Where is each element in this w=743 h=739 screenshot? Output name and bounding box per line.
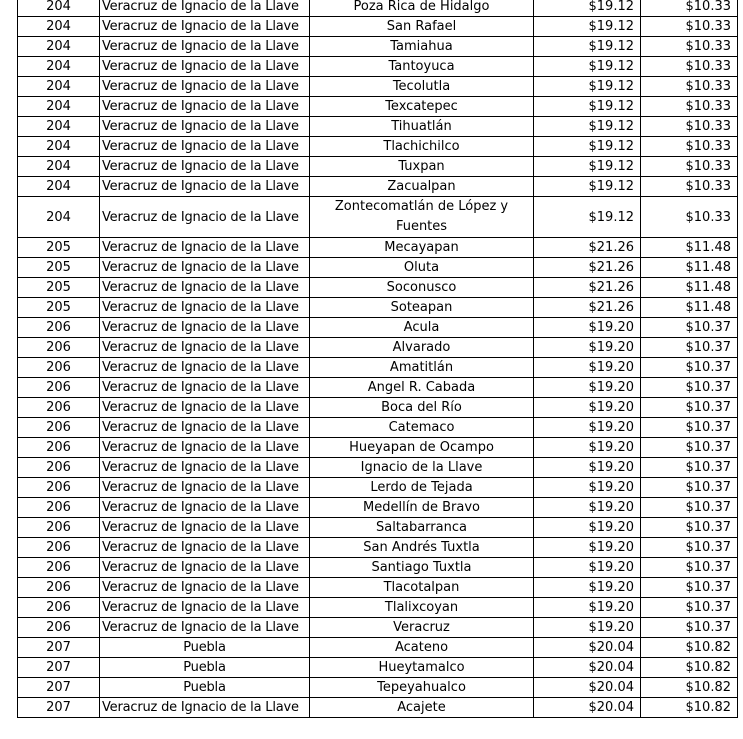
rate-a-cell: $19.20 — [534, 418, 641, 438]
rate-a-cell: $19.20 — [534, 518, 641, 538]
table-row — [18, 698, 738, 718]
rate-b-cell: $10.33 — [641, 117, 738, 137]
table-row — [18, 538, 738, 558]
table-row — [18, 618, 738, 638]
rate-b-cell: $10.33 — [641, 97, 738, 117]
rate-a-cell: $19.12 — [534, 0, 641, 17]
rate-b-cell: $10.37 — [641, 318, 738, 338]
table-row — [18, 418, 738, 438]
rate-b-cell: $11.48 — [641, 278, 738, 298]
table-row — [18, 97, 738, 117]
rate-a-cell: $19.12 — [534, 77, 641, 97]
state-cell: Veracruz de Ignacio de la Llave — [100, 97, 310, 117]
rate-b-cell: $10.37 — [641, 578, 738, 598]
state-cell: Puebla — [100, 638, 310, 658]
municipality-cell: Soteapan — [310, 298, 534, 318]
table-row — [18, 258, 738, 278]
zone-cell: 204 — [18, 57, 100, 77]
municipality-cell: San Rafael — [310, 17, 534, 37]
state-cell: Veracruz de Ignacio de la Llave — [100, 518, 310, 538]
zone-cell: 207 — [18, 678, 100, 698]
zone-cell: 206 — [18, 458, 100, 478]
rate-b-cell: $10.37 — [641, 458, 738, 478]
municipality-cell: Santiago Tuxtla — [310, 558, 534, 578]
rate-a-cell: $20.04 — [534, 658, 641, 678]
state-cell: Veracruz de Ignacio de la Llave — [100, 538, 310, 558]
zone-cell: 206 — [18, 538, 100, 558]
rate-b-cell: $10.37 — [641, 598, 738, 618]
rate-a-cell: $19.20 — [534, 558, 641, 578]
rate-a-cell: $19.12 — [534, 177, 641, 197]
rate-b-cell: $11.48 — [641, 238, 738, 258]
table-row — [18, 278, 738, 298]
rate-b-cell: $10.33 — [641, 137, 738, 157]
state-cell: Veracruz de Ignacio de la Llave — [100, 438, 310, 458]
table-row — [18, 57, 738, 77]
rate-a-cell: $19.20 — [534, 538, 641, 558]
table-row — [18, 17, 738, 37]
rate-a-cell: $19.20 — [534, 318, 641, 338]
table-row — [18, 498, 738, 518]
state-cell: Veracruz de Ignacio de la Llave — [100, 137, 310, 157]
zone-cell: 207 — [18, 638, 100, 658]
state-cell: Veracruz de Ignacio de la Llave — [100, 278, 310, 298]
municipality-cell: Tuxpan — [310, 157, 534, 177]
table-row — [18, 598, 738, 618]
zone-cell: 205 — [18, 278, 100, 298]
rate-b-cell: $10.33 — [641, 17, 738, 37]
zone-cell: 204 — [18, 77, 100, 97]
rate-a-cell: $19.20 — [534, 598, 641, 618]
municipality-cell: Tantoyuca — [310, 57, 534, 77]
municipality-cell: Mecayapan — [310, 238, 534, 258]
rate-a-cell: $19.20 — [534, 618, 641, 638]
zone-cell: 204 — [18, 117, 100, 137]
table-body — [18, 0, 738, 718]
zone-cell: 206 — [18, 578, 100, 598]
zone-cell: 206 — [18, 498, 100, 518]
rate-a-cell: $19.12 — [534, 197, 641, 238]
municipality-cell: Boca del Río — [310, 398, 534, 418]
rate-a-cell: $19.12 — [534, 117, 641, 137]
state-cell: Puebla — [100, 658, 310, 678]
municipality-cell: Zacualpan — [310, 177, 534, 197]
state-cell: Veracruz de Ignacio de la Llave — [100, 157, 310, 177]
zone-cell: 206 — [18, 598, 100, 618]
zone-cell: 204 — [18, 197, 100, 238]
municipality-cell: Zontecomatlán de López y Fuentes — [310, 197, 534, 238]
rate-b-cell: $10.33 — [641, 37, 738, 57]
table-row — [18, 578, 738, 598]
municipality-cell: Tepeyahualco — [310, 678, 534, 698]
table-row — [18, 157, 738, 177]
table-row — [18, 338, 738, 358]
table-row — [18, 77, 738, 97]
table-row — [18, 398, 738, 418]
state-cell: Veracruz de Ignacio de la Llave — [100, 338, 310, 358]
municipality-cell: Catemaco — [310, 418, 534, 438]
zone-cell: 206 — [18, 418, 100, 438]
municipality-cell: San Andrés Tuxtla — [310, 538, 534, 558]
rate-b-cell: $10.37 — [641, 518, 738, 538]
zone-cell: 206 — [18, 358, 100, 378]
rate-a-cell: $21.26 — [534, 298, 641, 318]
state-cell: Veracruz de Ignacio de la Llave — [100, 37, 310, 57]
table-row — [18, 318, 738, 338]
rate-b-cell: $10.37 — [641, 478, 738, 498]
municipality-cell: Alvarado — [310, 338, 534, 358]
table-row — [18, 518, 738, 538]
state-cell: Veracruz de Ignacio de la Llave — [100, 478, 310, 498]
state-cell: Veracruz de Ignacio de la Llave — [100, 558, 310, 578]
municipality-cell: Tamiahua — [310, 37, 534, 57]
rate-a-cell: $19.20 — [534, 438, 641, 458]
zone-cell: 205 — [18, 298, 100, 318]
table-row — [18, 238, 738, 258]
municipality-cell: Amatitlán — [310, 358, 534, 378]
table-row — [18, 458, 738, 478]
state-cell: Veracruz de Ignacio de la Llave — [100, 578, 310, 598]
municipality-cell: Poza Rica de Hidalgo — [310, 0, 534, 17]
municipality-cell: Tlacotalpan — [310, 578, 534, 598]
municipality-cell: Lerdo de Tejada — [310, 478, 534, 498]
state-cell: Veracruz de Ignacio de la Llave — [100, 17, 310, 37]
rate-a-cell: $19.20 — [534, 338, 641, 358]
table-row — [18, 358, 738, 378]
rate-a-cell: $20.04 — [534, 678, 641, 698]
rate-b-cell: $10.33 — [641, 0, 738, 17]
rate-b-cell: $10.37 — [641, 358, 738, 378]
zone-cell: 205 — [18, 238, 100, 258]
municipality-cell: Medellín de Bravo — [310, 498, 534, 518]
state-cell: Veracruz de Ignacio de la Llave — [100, 498, 310, 518]
rate-a-cell: $21.26 — [534, 258, 641, 278]
municipality-cell: Veracruz — [310, 618, 534, 638]
municipality-cell: Texcatepec — [310, 97, 534, 117]
municipality-cell: Acula — [310, 318, 534, 338]
municipality-cell: Ignacio de la Llave — [310, 458, 534, 478]
table-row — [18, 478, 738, 498]
rate-b-cell: $10.37 — [641, 538, 738, 558]
rate-a-cell: $20.04 — [534, 638, 641, 658]
municipality-cell: Saltabarranca — [310, 518, 534, 538]
table-row — [18, 177, 738, 197]
rate-a-cell: $19.12 — [534, 57, 641, 77]
rate-b-cell: $10.82 — [641, 658, 738, 678]
zone-cell: 206 — [18, 558, 100, 578]
zone-cell: 204 — [18, 177, 100, 197]
rate-b-cell: $10.33 — [641, 197, 738, 238]
zone-cell: 207 — [18, 658, 100, 678]
rate-b-cell: $11.48 — [641, 258, 738, 278]
rate-a-cell: $19.20 — [534, 498, 641, 518]
state-cell: Puebla — [100, 678, 310, 698]
zone-rate-table — [17, 0, 738, 718]
state-cell: Veracruz de Ignacio de la Llave — [100, 418, 310, 438]
rate-b-cell: $10.37 — [641, 618, 738, 638]
rate-b-cell: $10.37 — [641, 398, 738, 418]
zone-cell: 204 — [18, 37, 100, 57]
rate-a-cell: $19.20 — [534, 358, 641, 378]
rate-a-cell: $19.20 — [534, 398, 641, 418]
zone-cell: 204 — [18, 17, 100, 37]
municipality-cell: Oluta — [310, 258, 534, 278]
rate-a-cell: $21.26 — [534, 238, 641, 258]
rate-a-cell: $20.04 — [534, 698, 641, 718]
rate-b-cell: $10.37 — [641, 418, 738, 438]
state-cell: Veracruz de Ignacio de la Llave — [100, 618, 310, 638]
rate-b-cell: $10.33 — [641, 177, 738, 197]
state-cell: Veracruz de Ignacio de la Llave — [100, 238, 310, 258]
municipality-cell: Acateno — [310, 638, 534, 658]
zone-cell: 206 — [18, 518, 100, 538]
table-row — [18, 658, 738, 678]
zone-cell: 206 — [18, 318, 100, 338]
rate-a-cell: $19.12 — [534, 37, 641, 57]
rate-b-cell: $10.37 — [641, 438, 738, 458]
rate-b-cell: $10.82 — [641, 698, 738, 718]
rate-b-cell: $10.33 — [641, 157, 738, 177]
table-row — [18, 438, 738, 458]
rate-a-cell: $19.20 — [534, 478, 641, 498]
rate-b-cell: $10.37 — [641, 498, 738, 518]
municipality-cell: Soconusco — [310, 278, 534, 298]
municipality-cell: Tecolutla — [310, 77, 534, 97]
municipality-cell: Angel R. Cabada — [310, 378, 534, 398]
rate-b-cell: $10.37 — [641, 558, 738, 578]
rate-b-cell: $10.37 — [641, 378, 738, 398]
state-cell: Veracruz de Ignacio de la Llave — [100, 358, 310, 378]
state-cell: Veracruz de Ignacio de la Llave — [100, 378, 310, 398]
zone-cell: 205 — [18, 258, 100, 278]
zone-cell: 206 — [18, 398, 100, 418]
state-cell: Veracruz de Ignacio de la Llave — [100, 197, 310, 238]
municipality-cell: Acajete — [310, 698, 534, 718]
table-row — [18, 137, 738, 157]
zone-cell: 206 — [18, 618, 100, 638]
municipality-cell: Tlachichilco — [310, 137, 534, 157]
zone-cell: 204 — [18, 97, 100, 117]
rate-b-cell: $10.82 — [641, 678, 738, 698]
zone-cell: 206 — [18, 378, 100, 398]
state-cell: Veracruz de Ignacio de la Llave — [100, 598, 310, 618]
table-row — [18, 638, 738, 658]
table-row — [18, 197, 738, 238]
table-row — [18, 117, 738, 137]
rate-a-cell: $19.12 — [534, 157, 641, 177]
zone-cell: 206 — [18, 438, 100, 458]
rate-b-cell: $10.37 — [641, 338, 738, 358]
table-row — [18, 378, 738, 398]
state-cell: Veracruz de Ignacio de la Llave — [100, 77, 310, 97]
state-cell: Veracruz de Ignacio de la Llave — [100, 177, 310, 197]
zone-cell: 204 — [18, 137, 100, 157]
state-cell: Veracruz de Ignacio de la Llave — [100, 258, 310, 278]
rate-b-cell: $10.33 — [641, 57, 738, 77]
rate-a-cell: $21.26 — [534, 278, 641, 298]
municipality-cell: Tihuatlán — [310, 117, 534, 137]
zone-cell: 206 — [18, 478, 100, 498]
table-row — [18, 678, 738, 698]
rate-a-cell: $19.20 — [534, 458, 641, 478]
state-cell: Veracruz de Ignacio de la Llave — [100, 318, 310, 338]
state-cell: Veracruz de Ignacio de la Llave — [100, 57, 310, 77]
zone-cell: 207 — [18, 698, 100, 718]
rate-b-cell: $10.33 — [641, 77, 738, 97]
rate-b-cell: $10.82 — [641, 638, 738, 658]
rate-a-cell: $19.20 — [534, 578, 641, 598]
zone-cell: 204 — [18, 0, 100, 17]
rate-a-cell: $19.12 — [534, 137, 641, 157]
municipality-cell: Tlalixcoyan — [310, 598, 534, 618]
table-row — [18, 0, 738, 17]
table-row — [18, 558, 738, 578]
state-cell: Veracruz de Ignacio de la Llave — [100, 0, 310, 17]
zone-cell: 204 — [18, 157, 100, 177]
state-cell: Veracruz de Ignacio de la Llave — [100, 117, 310, 137]
rate-a-cell: $19.12 — [534, 17, 641, 37]
rate-b-cell: $11.48 — [641, 298, 738, 318]
zone-cell: 206 — [18, 338, 100, 358]
rate-a-cell: $19.20 — [534, 378, 641, 398]
municipality-cell: Hueyapan de Ocampo — [310, 438, 534, 458]
table-row — [18, 298, 738, 318]
table-row — [18, 37, 738, 57]
state-cell: Veracruz de Ignacio de la Llave — [100, 698, 310, 718]
state-cell: Veracruz de Ignacio de la Llave — [100, 398, 310, 418]
state-cell: Veracruz de Ignacio de la Llave — [100, 458, 310, 478]
municipality-cell: Hueytamalco — [310, 658, 534, 678]
state-cell: Veracruz de Ignacio de la Llave — [100, 298, 310, 318]
rate-a-cell: $19.12 — [534, 97, 641, 117]
